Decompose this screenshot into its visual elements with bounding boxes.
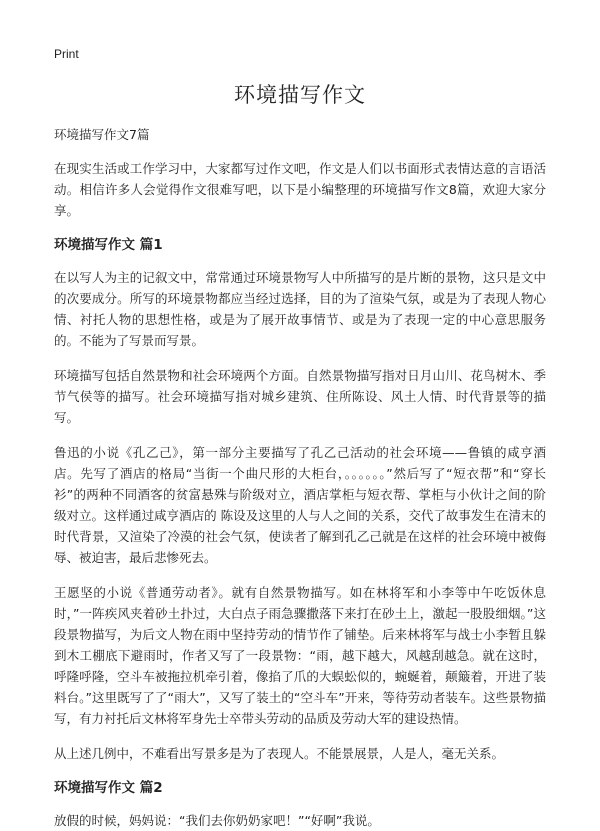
section1-paragraph-4: 王愿坚的小说《普通劳动者》。就有自然景物描写。如在林将军和小李等中午吃饭休息时，”一阵疾风夹着砂土扑过，大白点子雨急骤撒落下来打在砂土上，激起一股股细烟。”这段景物描写，为后文人物在雨中坚持劳动的情节作了铺垫。后来林将军与战士小李暂且躲到木工棚底下避雨时，作者又写了一段景物：“雨，越下越大，风越刮越急。就在这时，呼隆呼隆，空斗车被拖拉机牵引着，像掐了爪的大蜈蚣似的，蜿蜒着，颠簸着，开进了装料台。”这里既写了了“雨大”，又写了装土的“空斗车”开来，等待劳动者装车。这些景物描写，有力衬托后文林将军身先士卒带头劳动的品质及劳动大军的建设热情。: [54, 585, 546, 726]
section-heading-2: 环境描写作文 篇2: [54, 780, 163, 796]
section1-paragraph-5: 从上述几例中，不难看出写景多是为了表现人。不能景展景，人是人，毫无关系。: [54, 746, 505, 761]
print-link[interactable]: Print: [54, 47, 79, 61]
section1-paragraph-2: 环境描写包括自然景物和社会环境两个方面。自然景物描写指对日月山川、花鸟树木、季节气侯等的描写。社会环境描写指对城乡建筑、住所陈设、风土人情、时代背景等的描写。: [54, 368, 546, 425]
section-heading-1: 环境描写作文 篇1: [54, 237, 163, 253]
page-title: 环境描写作文: [234, 83, 366, 107]
section2-paragraph-1: 放假的时候，妈妈说：“我们去你奶奶家吧！”“好啊”我说。: [54, 813, 380, 828]
section1-paragraph-1: 在以写人为主的记叙文中，常常通过环境景物写人中所描写的是片断的景物，这只是文中的次要成分。所写的环境景物都应当经过选择，目的为了渲染气氛，或是为了表现人物心情、衬托人物的思想性格，或是为了展开故事情节、或是为了表现一定的中心意思服务的。不能为了写景而写景。: [54, 270, 546, 348]
intro-paragraph: 在现实生活或工作学习中，大家都写过作文吧，作文是人们以书面形式表情达意的言语活动。相信许多人会觉得作文很难写吧，以下是小编整理的环境描写作文8篇，欢迎大家分享。: [54, 161, 546, 218]
document-subtitle: 环境描写作文7篇: [54, 127, 150, 142]
section1-paragraph-3: 鲁迅的小说《孔乙己》，第一部分主要描写了孔乙己活动的社会环境——鲁镇的咸亨酒店。先写了酒店的格局“当街一个曲尺形的大柜台，。。。。。。”然后写了“短衣帮”和“穿长衫”的两种不同酒客的贫富悬殊与阶级对立，酒店掌柜与短衣帮、掌柜与小伙计之间的阶级对立。这样通过咸亨酒店的 陈设及这里的人与人之间的关系，交代了故事发生在清末的时代背景，又渲染了冷漠的社会气氛，使读者了解到孔乙己就是在这样的社会环境中被侮辱、被迫害，最后悲惨死去。: [54, 445, 546, 565]
